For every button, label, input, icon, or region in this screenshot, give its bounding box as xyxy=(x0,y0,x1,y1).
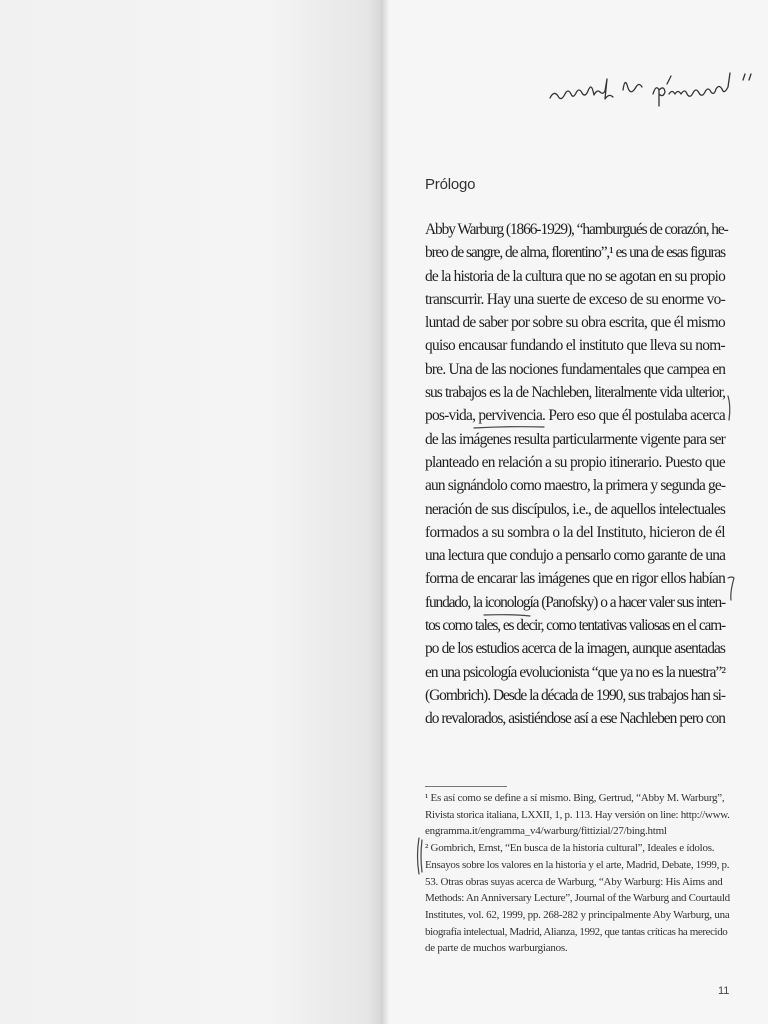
footnote-line: ² Gombrich, Ernst, “En busca de la historia cultural”, Ideales e ídolos. xyxy=(425,842,715,855)
paragraph-line: forma de encarar las imágenes que en rigor ellos habían xyxy=(425,570,725,588)
paragraph-line: aun signándolo como maestro, la primera y segunda ge- xyxy=(425,477,726,495)
section-title: Prólogo xyxy=(425,176,476,193)
footnote-rule xyxy=(425,786,507,787)
handwritten-note xyxy=(545,60,765,110)
footnote-line: engramma.it/engramma_v4/warburg/fittizial/27/bing.html xyxy=(425,825,667,838)
book-gutter xyxy=(381,0,389,1024)
paragraph-line: luntad de saber por sobre su obra escrita, que él mismo xyxy=(425,314,725,332)
paragraph-line: planteado en relación a su propio itinerario. Puesto que xyxy=(425,453,725,471)
footnote-line: 53. Otras obras suyas acerca de Warburg, “Aby Warburg: His Aims and xyxy=(425,875,723,888)
page-number: 11 xyxy=(718,985,730,997)
paragraph-line: transcurrir. Hay una suerte de exceso de su enorme vo- xyxy=(425,290,725,308)
prologue-paragraph xyxy=(425,218,728,731)
paragraph-line: Abby Warburg (1866-1929), “hamburgués de corazón, he- xyxy=(425,221,728,238)
paragraph-line: breo de sangre, de alma, florentino”,¹ es una de esas figuras xyxy=(425,244,725,262)
paragraph-line: bre. Una de las nociones fundamentales que campea en xyxy=(425,360,726,378)
footnote-line: Rivista storica italiana, LXXII, 1, p. 113. Hay versión on line: http://www. xyxy=(425,808,730,821)
footnote-line: ¹ Es así como se define a sí mismo. Bing, Gertrud, “Abby M. Warburg”, xyxy=(425,792,725,804)
paragraph-line: do revalorados, asistiéndose así a ese Nachleben pero con xyxy=(425,710,725,728)
footnote-line: Institutes, vol. 62, 1999, pp. 268-282 y principalmente Aby Warburg, una xyxy=(425,908,730,921)
paragraph-line: de las imágenes resulta particularmente vigente para ser xyxy=(425,430,725,448)
paragraph-line: (Gombrich). Desde la década de 1990, sus trabajos han si- xyxy=(425,686,725,704)
paragraph-line: pos-vida, pervivencia. Pero eso que él postulaba acerca xyxy=(425,407,725,425)
paragraph-line: po de los estudios acerca de la imagen, aunque asentadas xyxy=(425,640,725,658)
footnote-line: de parte de muchos warburgianos. xyxy=(425,942,568,955)
paragraph-line: tos como tales, es decir, como tentativas valiosas en el cam- xyxy=(425,617,725,635)
handwritten-note-drawing xyxy=(545,60,765,110)
footnotes xyxy=(425,790,730,957)
footnote-line: Ensayos sobre los valores en la historia y el arte, Madrid, Debate, 1999, p. xyxy=(425,858,730,871)
left-page-blank xyxy=(0,0,383,1024)
paragraph-line: quiso encausar fundando el instituto que lleva su nom- xyxy=(425,337,725,355)
footnote-line: biografía intelectual, Madrid, Alianza, 1992, que tantas críticas ha merecido xyxy=(425,925,728,938)
paragraph-line: formados a su sombra o la del Instituto, hicieron de él xyxy=(425,523,725,541)
footnote-line: Methods: An Anniversary Lecture”, Journal of the Warburg and Courtauld xyxy=(425,892,730,905)
paragraph-line: en una psicología evolucionista “que ya no es la nuestra”² xyxy=(425,663,725,681)
paragraph-line: una lectura que condujo a pensarlo como garante de una xyxy=(425,547,726,565)
paragraph-line: neración de sus discípulos, i.e., de aquellos intelectuales xyxy=(425,500,725,518)
paragraph-line: fundado, la iconología (Panofsky) o a hacer valer sus inten- xyxy=(425,593,725,611)
paragraph-line: sus trabajos es la de Nachleben, literalmente vida ulterior, xyxy=(425,384,725,402)
paragraph-line: de la historia de la cultura que no se agotan en su propio xyxy=(425,267,725,285)
